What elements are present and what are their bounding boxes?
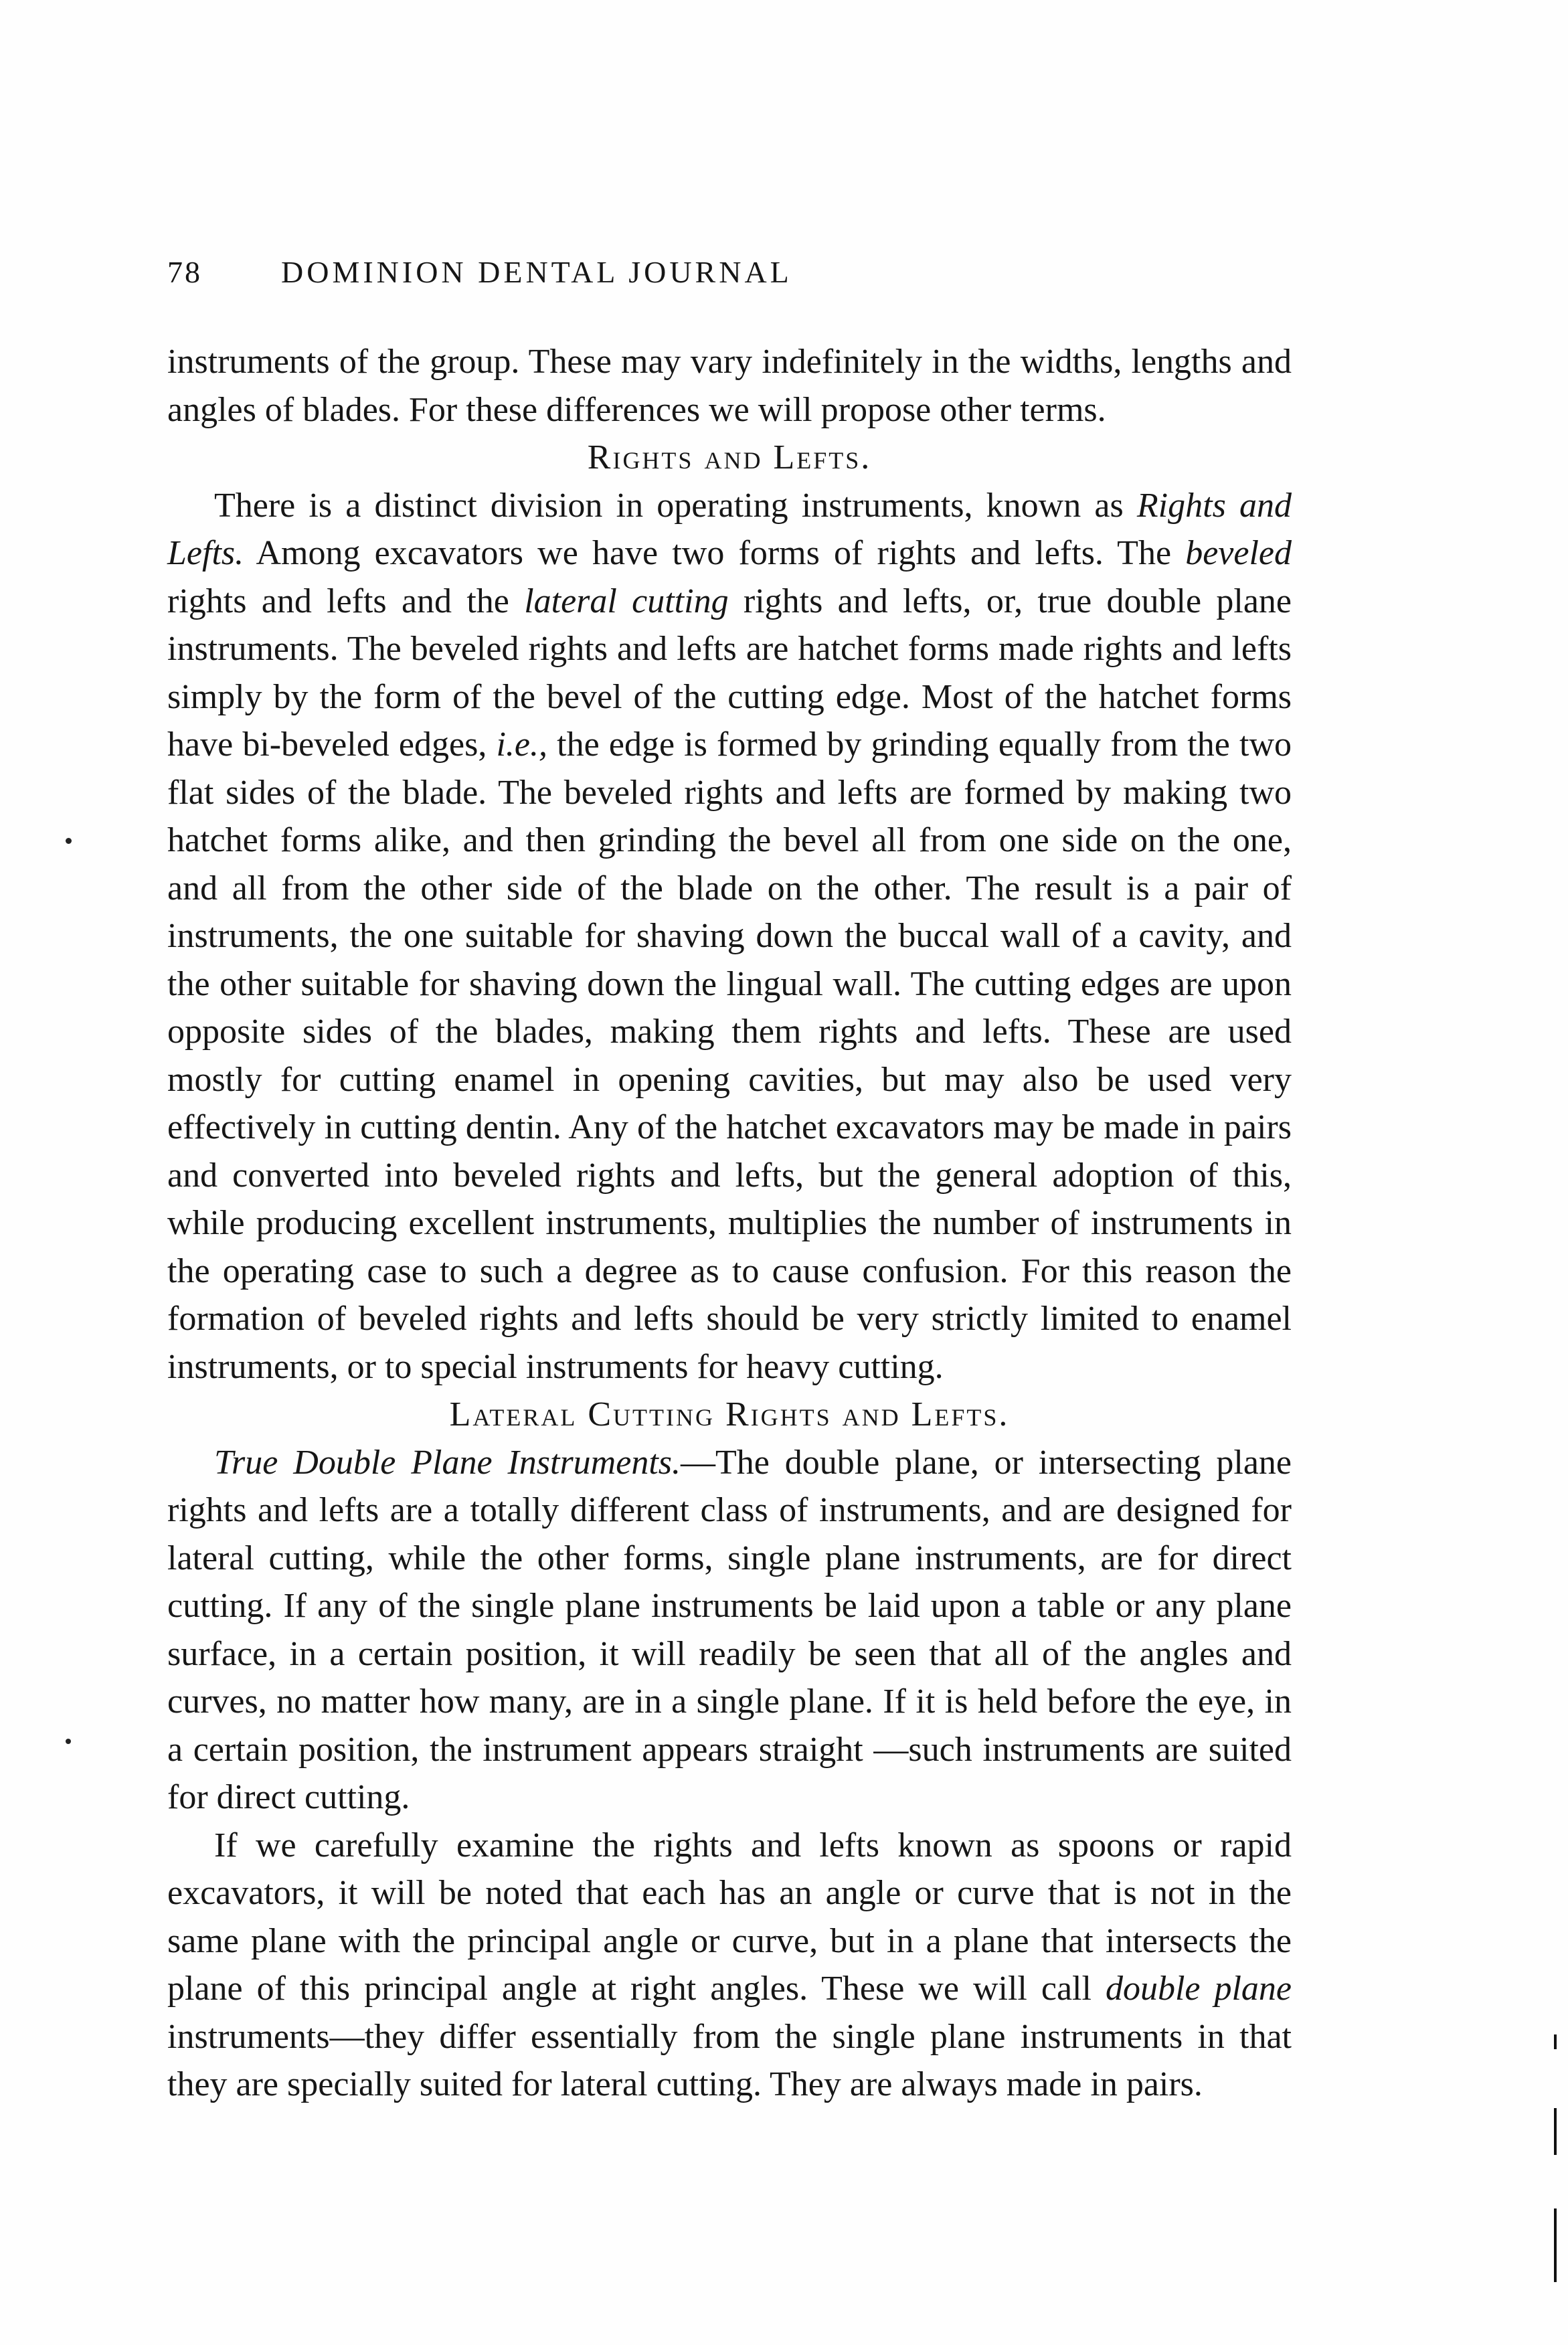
text-run: —The double plane, or intersecting plane rights and lefts are a totally different class of instruments, and are designed for lateral cutting, while the other forms, single plane instruments, are for direct cutting. If any of the single plane instruments be laid upon a table or any plane surface, in a certain position, it will readily be seen that all of the angles and curves, no matter how many, are in a single plane. If it is held before the eye, in a certain position, the instrument appears straight —such instruments are suited for direct cutting. [167,1443,1292,1816]
text-run: Among excavators we have two forms of rights and lefts. The [244,534,1186,572]
paragraph-double-plane [167,1439,1292,1822]
paragraph-spoons [167,1822,1292,2109]
scan-edge-mark [1554,2208,1557,2282]
italic-run: double plane [1105,1970,1292,2008]
paragraph-intro-text: instruments of the group. These may vary indefinitely in the widths, lengths and angles of blades. For these differences we will propose other terms. [167,343,1292,429]
paragraph-rights-and-lefts [167,482,1292,1391]
italic-run: beveled [1185,534,1292,572]
text-run: rights and lefts, or, true double plane instruments. The beveled rights and lefts are hatchet forms made rights and lefts simply by the form of the bevel of the cutting edge. Most of the hatchet forms have bi-beveled edges, [167,582,1292,764]
italic-lead: True Double Plane Instruments. [214,1443,681,1482]
running-head: DOMINION DENTAL JOURNAL [281,255,792,289]
scan-speck [66,1739,71,1744]
italic-run: Rights and Lefts. [167,486,1292,572]
text-run: the edge is formed by grinding equally from the two flat sides of the blade. The beveled rights and lefts are formed by making two hatchet forms alike, and then grinding the bevel all from one side on the one, and all from the other side of the blade on the other. The result is a pair of instruments, the one suitable for shaving down the buccal wall of a cavity, and the other suitable for shaving down the lingual wall. The cutting edges are upon opposite sides of the blades, making them rights and lefts. These are used mostly for cutting enamel in opening cavities, but may also be used very effectively in cutting dentin. Any of the hatchet excavators may be made in pairs and converted into beveled rights and lefts, but the general adoption of this, while producing excellent instruments, multiplies the number of instruments in the operating case to such a degree as to cause confusion. For this reason the formation of beveled rights and lefts should be very strictly limited to enamel instruments, or to special instruments for heavy cutting. [167,725,1292,1386]
text-run: If we carefully examine the rights and lefts known as spoons or rapid excavators, it will be noted that each has an angle or curve that is not in the same plane with the principal angle or curve, but in a plane that intersects the plane of this principal angle at right angles. These we will call [167,1826,1292,2008]
scan-edge-mark [1554,2108,1557,2155]
scan-speck [66,838,72,844]
section-heading-lateral-cutting: Lateral Cutting Rights and Lefts. [449,1395,1010,1434]
text-run: There is a distinct division in operating instruments, known as [214,486,1137,525]
text-run: rights and lefts and the [167,582,525,620]
italic-run: i.e., [496,725,548,764]
italic-run: lateral cutting [524,582,729,620]
paragraph-intro [167,338,1292,434]
section-heading-rights-and-lefts: Rights and Lefts. [587,438,872,476]
page-number: 78 [167,255,202,289]
page-header [167,254,1285,301]
scan-edge-mark [1554,2034,1557,2049]
text-run: instruments—they differ essentially from the single plane instruments in that they are specially suited for lateral cutting. They are always made in pairs. [167,2017,1292,2103]
article-body [167,338,1292,2109]
